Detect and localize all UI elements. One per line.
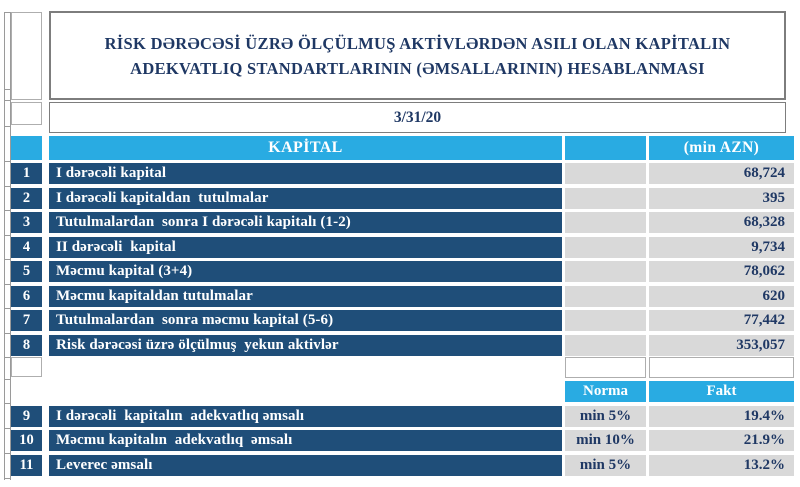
- gridline: [4, 478, 11, 479]
- capital-row-value: 68,328: [649, 212, 794, 233]
- gridline: [4, 284, 11, 285]
- capital-row-spacer: [565, 335, 646, 356]
- capital-row-spacer: [565, 212, 646, 233]
- empty-cell: [11, 12, 42, 100]
- header-corner-cell: [11, 136, 42, 160]
- report-title: [49, 11, 786, 100]
- capital-header: KAPİTAL: [49, 136, 562, 160]
- gridline: [4, 210, 11, 211]
- capital-row-value: 9,734: [649, 237, 794, 258]
- capital-row-value: 620: [649, 286, 794, 307]
- gridline: [4, 100, 11, 101]
- grid-vline-left: [4, 12, 5, 480]
- row-number: 9: [11, 406, 42, 427]
- row-number: 1: [11, 163, 42, 184]
- gridline: [4, 89, 11, 90]
- gridline: [4, 308, 11, 309]
- empty-cell: [11, 102, 42, 125]
- gridline: [4, 235, 11, 236]
- empty-cell: [11, 357, 42, 377]
- gridline: [4, 259, 11, 260]
- capital-row-spacer: [565, 310, 646, 331]
- gridline: [4, 453, 11, 454]
- row-number: 3: [11, 212, 42, 233]
- row-number: 4: [11, 237, 42, 258]
- capital-row-spacer: [565, 237, 646, 258]
- capital-row-label: I dərəcəli kapitaldan tutulmalar: [49, 188, 562, 209]
- gridline: [4, 186, 11, 187]
- report-date-value: 3/31/20: [393, 108, 442, 126]
- fakt-header: Fakt: [649, 381, 794, 402]
- capital-row-value: 353,057: [649, 335, 794, 356]
- capital-row-label: I dərəcəli kapital: [49, 163, 562, 184]
- row-number: 8: [11, 335, 42, 356]
- report-title-line1: RİSK DƏRƏCƏSİ ÜZRƏ ÖLÇÜLMUŞ AKTİVLƏRDƏN ASILI OLAN KAPİTALIN: [104, 33, 731, 53]
- row-number: 7: [11, 310, 42, 331]
- row-number: 10: [11, 430, 42, 451]
- capital-row-label: Risk dərəcəsi üzrə ölçülmuş yekun aktivlər: [49, 335, 562, 356]
- capital-row-value: 78,062: [649, 261, 794, 282]
- report-date: [49, 102, 786, 133]
- report-title-line2: ADEKVATLIQ STANDARTLARININ (ƏMSALLARININ) HESABLANMASI: [130, 58, 705, 78]
- capital-row-label: Tutulmalardan sonra I dərəcəli kapitalı (1-2): [49, 212, 562, 233]
- gridline: [4, 12, 11, 13]
- row-number: 6: [11, 286, 42, 307]
- unit-header: (min AZN): [649, 136, 794, 160]
- capital-row-label: Məcmu kapitaldan tutulmalar: [49, 286, 562, 307]
- ratio-row-fakt: 13.2%: [649, 455, 794, 476]
- row-number: 5: [11, 261, 42, 282]
- capital-row-label: Tutulmalardan sonra məcmu kapital (5-6): [49, 310, 562, 331]
- capital-row-spacer: [565, 163, 646, 184]
- gridline: [4, 161, 11, 162]
- ratio-row-fakt: 19.4%: [649, 406, 794, 427]
- gridline: [4, 403, 11, 404]
- gridline: [4, 333, 11, 334]
- ratio-row-norma: min 5%: [565, 406, 646, 427]
- capital-row-spacer: [565, 261, 646, 282]
- ratio-row-label: Məcmu kapitalın adekvatlıq əmsalı: [49, 430, 562, 451]
- capital-row-value: 395: [649, 188, 794, 209]
- gridline: [4, 428, 11, 429]
- capital-row-spacer: [565, 188, 646, 209]
- capital-row-label: Məcmu kapital (3+4): [49, 261, 562, 282]
- ratio-row-label: Leverec əmsalı: [49, 455, 562, 476]
- ratio-row-norma: min 10%: [565, 430, 646, 451]
- empty-cell: [649, 357, 794, 379]
- ratio-row-label: I dərəcəli kapitalın adekvatlıq əmsalı: [49, 406, 562, 427]
- capital-row-label: II dərəcəli kapital: [49, 237, 562, 258]
- capital-row-spacer: [565, 286, 646, 307]
- row-number: 11: [11, 455, 42, 476]
- ratio-row-fakt: 21.9%: [649, 430, 794, 451]
- gridline: [4, 379, 11, 380]
- ratio-row-norma: min 5%: [565, 455, 646, 476]
- gridline: [4, 357, 11, 358]
- norma-header: Norma: [565, 381, 646, 402]
- capital-row-value: 77,442: [649, 310, 794, 331]
- row-number: 2: [11, 188, 42, 209]
- capital-row-value: 68,724: [649, 163, 794, 184]
- header-spacer-cell: [565, 136, 646, 160]
- gridline: [4, 126, 11, 127]
- empty-cell: [565, 357, 646, 379]
